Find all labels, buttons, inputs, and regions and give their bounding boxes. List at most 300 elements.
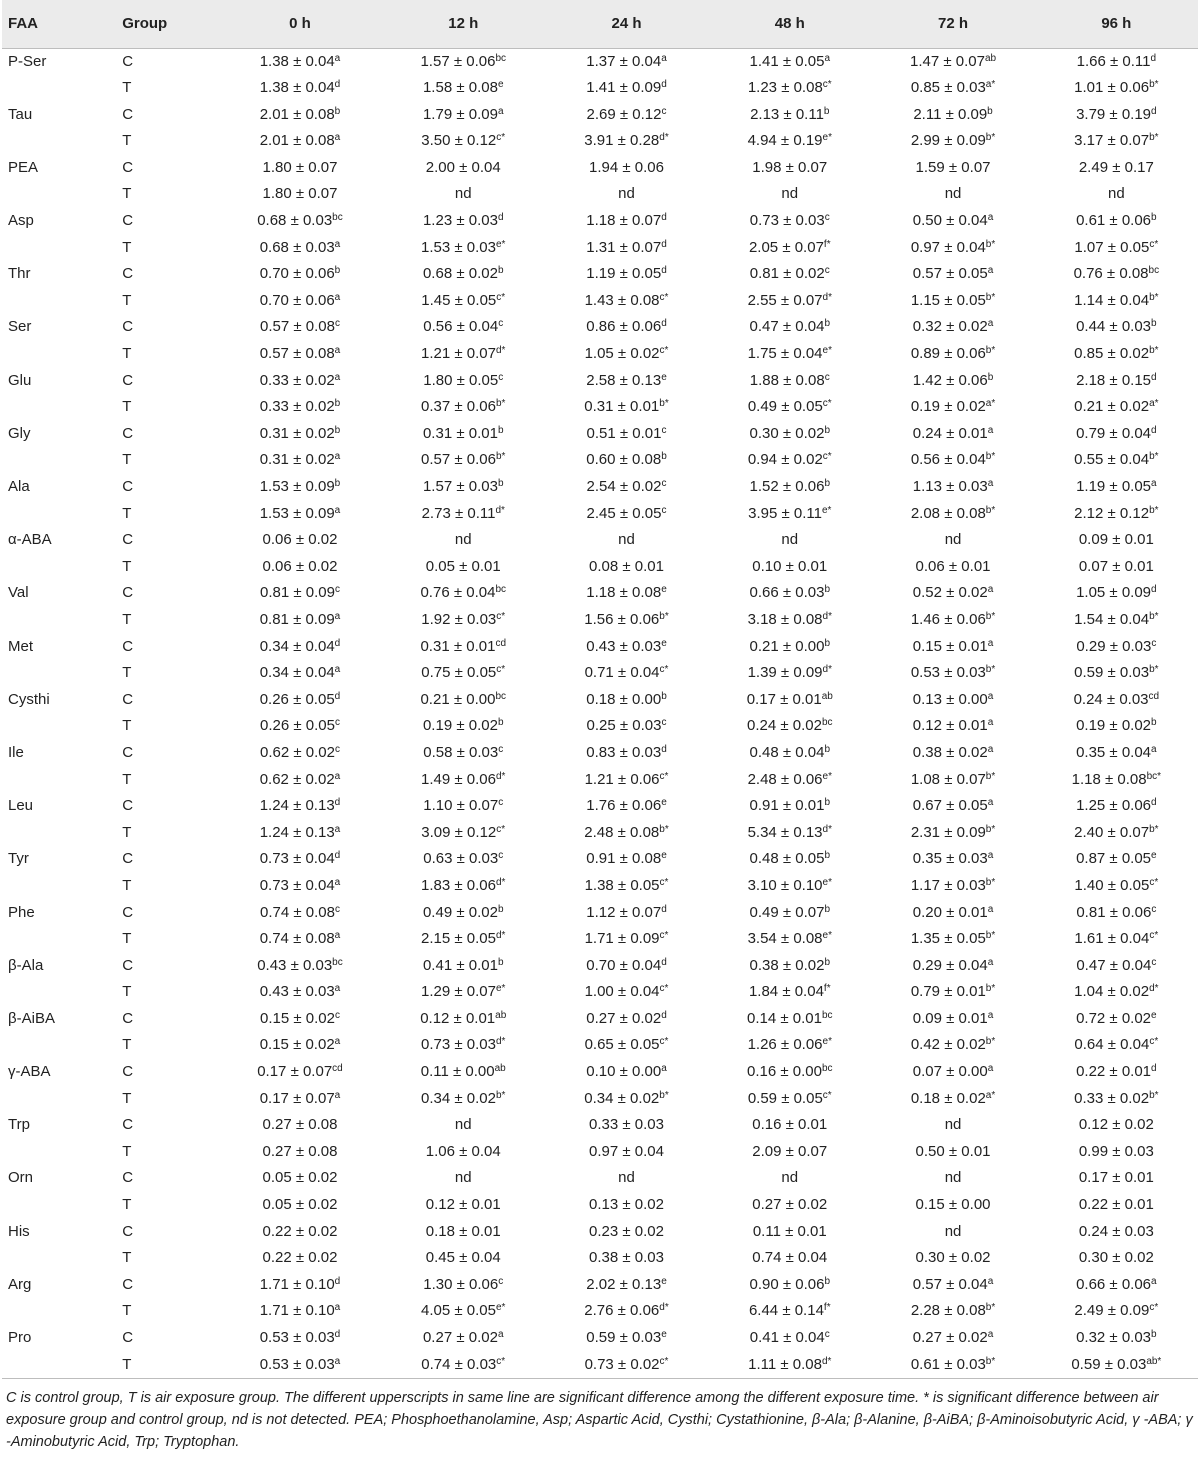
significance-superscript: d	[661, 956, 667, 968]
table-row	[2, 687, 1198, 714]
significance-superscript: c	[498, 318, 504, 330]
value-cell	[708, 1059, 871, 1086]
value-cell	[218, 341, 381, 368]
faa-name-cell: Trp	[8, 1116, 30, 1134]
value-text: nd	[781, 531, 799, 549]
value-text: 0.24 ± 0.03	[1073, 690, 1149, 708]
value-text: 0.41 ± 0.01	[422, 956, 498, 974]
value-text: 0.85 ± 0.03	[910, 79, 986, 97]
significance-superscript: d*	[495, 504, 505, 516]
table-row	[2, 102, 1198, 129]
significance-superscript: a	[1151, 743, 1157, 755]
value-text: 0.70 ± 0.04	[586, 956, 662, 974]
value-cell	[382, 1059, 545, 1086]
value-cell	[1035, 926, 1198, 953]
significance-superscript: b	[824, 318, 831, 330]
value-cell	[218, 394, 381, 421]
value-cell	[218, 75, 381, 102]
value-cell	[871, 501, 1034, 528]
significance-superscript: a	[1151, 1275, 1157, 1287]
value-text: 0.43 ± 0.03	[259, 983, 335, 1001]
value-text: 0.48 ± 0.04	[749, 743, 825, 761]
table-row	[2, 48, 1198, 75]
group-cell: C	[122, 424, 134, 442]
significance-superscript: c	[1151, 903, 1157, 915]
significance-superscript: ab	[821, 690, 833, 702]
value-cell	[218, 846, 381, 873]
value-cell	[218, 1219, 381, 1246]
value-text: 0.72 ± 0.02	[1076, 1009, 1152, 1027]
value-cell	[382, 873, 545, 900]
table-row	[2, 1352, 1198, 1379]
significance-superscript: b*	[985, 451, 996, 463]
value-text: 0.30 ± 0.02	[1078, 1249, 1154, 1267]
value-cell	[545, 873, 708, 900]
value-cell	[218, 501, 381, 528]
value-cell	[1035, 846, 1198, 873]
value-cell	[1035, 1086, 1198, 1113]
group-cell: C	[122, 1009, 134, 1027]
value-cell	[708, 1325, 871, 1352]
value-cell	[1035, 155, 1198, 182]
significance-superscript: a	[987, 584, 994, 596]
value-cell	[382, 660, 545, 687]
value-cell	[218, 580, 381, 607]
value-text: nd	[944, 1116, 962, 1134]
faa-name-cell: Cysthi	[8, 690, 50, 708]
value-text: 0.31 ± 0.01	[420, 637, 496, 655]
significance-superscript: d	[334, 1275, 341, 1287]
value-cell	[1035, 314, 1198, 341]
significance-superscript: b	[497, 903, 504, 915]
significance-superscript: a	[334, 291, 341, 303]
table-row	[2, 1139, 1198, 1166]
significance-superscript: b*	[985, 876, 996, 888]
value-text: 2.08 ± 0.08	[910, 504, 986, 522]
value-text: 1.05 ± 0.09	[1076, 584, 1152, 602]
significance-superscript: d	[661, 265, 667, 277]
significance-superscript: a	[497, 1329, 504, 1340]
significance-superscript: d	[1151, 797, 1157, 809]
faa-name-cell: Thr	[8, 265, 31, 283]
value-cell	[545, 1139, 708, 1166]
value-cell	[871, 75, 1034, 102]
group-cell: T	[122, 823, 132, 841]
faa-name-cell: α-ABA	[8, 531, 52, 549]
value-cell	[1035, 421, 1198, 448]
value-text: 1.12 ± 0.07	[586, 903, 662, 921]
value-cell	[545, 1352, 708, 1379]
value-cell	[545, 181, 708, 208]
significance-superscript: e*	[496, 238, 506, 250]
value-text: 0.74 ± 0.08	[259, 903, 335, 921]
significance-superscript: a	[334, 610, 341, 622]
significance-superscript: b	[334, 478, 341, 489]
value-cell	[708, 1139, 871, 1166]
significance-superscript: c	[334, 1009, 340, 1021]
value-cell	[545, 102, 708, 129]
value-cell	[708, 288, 871, 315]
table-row	[2, 1219, 1198, 1246]
value-cell	[708, 793, 871, 820]
value-text: 0.12 ± 0.01	[425, 1196, 501, 1214]
value-text: 2.13 ± 0.11	[750, 105, 824, 123]
value-cell	[871, 341, 1034, 368]
faa-name-cell	[2, 607, 116, 634]
significance-superscript: f*	[823, 1302, 831, 1314]
table-row	[2, 767, 1198, 794]
value-cell	[218, 447, 381, 474]
value-cell	[1035, 713, 1198, 740]
significance-superscript: c*	[659, 876, 669, 888]
faa-name-cell: Ser	[8, 318, 32, 336]
value-cell	[871, 128, 1034, 155]
value-cell	[545, 527, 708, 554]
table-row	[2, 953, 1198, 980]
value-text: 0.59 ± 0.03	[586, 1329, 662, 1346]
significance-superscript: e	[661, 850, 667, 862]
significance-superscript: b*	[659, 610, 669, 622]
column-header-24h: 24 h	[545, 0, 708, 48]
value-cell	[708, 421, 871, 448]
value-cell	[1035, 102, 1198, 129]
significance-superscript: a*	[985, 79, 996, 91]
significance-superscript: c	[824, 371, 830, 383]
value-text: 1.71 ± 0.10	[259, 1275, 335, 1293]
value-cell	[708, 1192, 871, 1219]
value-text: 0.22 ± 0.01	[1078, 1196, 1154, 1214]
value-text: 2.28 ± 0.08	[910, 1302, 986, 1320]
value-cell	[708, 767, 871, 794]
table-row	[2, 846, 1198, 873]
group-cell: T	[122, 504, 132, 522]
value-text: 0.73 ± 0.04	[259, 876, 335, 894]
value-cell	[545, 926, 708, 953]
value-cell	[218, 900, 381, 927]
faa-name-cell: Asp	[8, 212, 34, 230]
value-text: 0.49 ± 0.05	[747, 398, 823, 416]
significance-superscript: d*	[496, 770, 506, 782]
value-cell	[708, 474, 871, 501]
value-cell	[382, 155, 545, 182]
group-cell: T	[122, 717, 132, 735]
value-text: 0.27 ± 0.02	[586, 1009, 662, 1027]
value-cell	[871, 687, 1034, 714]
value-text: 1.30 ± 0.06	[423, 1275, 499, 1293]
faa-name-cell	[2, 1086, 116, 1113]
significance-superscript: c	[334, 584, 340, 596]
faa-name-cell	[2, 926, 116, 953]
value-text: 1.24 ± 0.13	[259, 797, 335, 815]
significance-superscript: b	[824, 956, 831, 968]
significance-superscript: a	[987, 717, 994, 729]
value-cell	[871, 554, 1034, 581]
value-text: 0.05 ± 0.01	[425, 557, 501, 575]
significance-superscript: c*	[496, 132, 506, 144]
significance-superscript: c*	[1149, 238, 1159, 250]
value-cell	[218, 368, 381, 395]
value-text: 0.08 ± 0.01	[589, 557, 664, 575]
value-cell	[1035, 873, 1198, 900]
value-cell	[545, 1272, 708, 1299]
group-cell: T	[122, 1036, 132, 1054]
significance-superscript: e*	[822, 770, 832, 782]
value-text: 1.42 ± 0.06	[912, 371, 988, 389]
value-text: 0.32 ± 0.02	[912, 318, 988, 336]
group-cell: C	[122, 158, 134, 176]
value-text: 0.06 ± 0.02	[262, 557, 338, 575]
value-text: 0.57 ± 0.04	[912, 1275, 988, 1293]
significance-superscript: c*	[659, 1036, 669, 1048]
value-cell	[1035, 474, 1198, 501]
value-cell	[1035, 554, 1198, 581]
value-cell	[382, 394, 545, 421]
group-cell: C	[122, 797, 134, 815]
value-text: 0.15 ± 0.01	[912, 637, 988, 655]
value-text: 0.10 ± 0.01	[752, 557, 828, 575]
table-row	[2, 1192, 1198, 1219]
significance-superscript: a	[987, 212, 994, 224]
significance-superscript: a	[987, 478, 994, 489]
value-text: 1.29 ± 0.07	[421, 983, 496, 1001]
faa-name-cell	[2, 501, 116, 528]
value-text: 0.30 ± 0.02	[749, 424, 825, 442]
value-cell	[1035, 1032, 1198, 1059]
significance-superscript: b	[824, 850, 831, 862]
significance-superscript: a*	[985, 398, 996, 410]
value-text: 1.41 ± 0.09	[586, 79, 662, 97]
significance-superscript: d	[661, 318, 667, 330]
significance-superscript: c	[498, 797, 504, 809]
value-text: 1.14 ± 0.04	[1074, 291, 1150, 309]
value-cell	[871, 261, 1034, 288]
column-header-0h: 0 h	[218, 0, 381, 48]
value-cell	[545, 208, 708, 235]
value-cell	[218, 687, 381, 714]
table-body	[2, 48, 1198, 1379]
significance-superscript: b*	[985, 770, 996, 782]
value-cell	[545, 1112, 708, 1139]
significance-superscript: b	[334, 105, 341, 117]
value-cell	[708, 554, 871, 581]
value-cell	[218, 314, 381, 341]
value-text: 1.75 ± 0.04	[747, 345, 823, 363]
significance-superscript: bc	[1148, 265, 1160, 277]
value-text: 0.17 ± 0.07	[257, 1063, 333, 1081]
significance-superscript: a	[987, 797, 994, 809]
value-text: 0.62 ± 0.02	[259, 743, 335, 761]
significance-superscript: b*	[985, 291, 996, 303]
significance-superscript: c*	[659, 664, 669, 676]
value-text: 0.70 ± 0.06	[259, 291, 335, 309]
value-text: 0.33 ± 0.02	[259, 371, 335, 389]
value-cell	[708, 501, 871, 528]
value-cell	[545, 1006, 708, 1033]
value-cell	[1035, 607, 1198, 634]
value-cell	[1035, 341, 1198, 368]
significance-superscript: a	[987, 1009, 994, 1021]
value-cell	[218, 527, 381, 554]
value-text: 0.53 ± 0.03	[259, 1329, 335, 1346]
value-cell	[382, 1352, 545, 1379]
value-cell	[871, 474, 1034, 501]
significance-superscript: c	[661, 717, 667, 729]
value-cell	[218, 713, 381, 740]
significance-superscript: e*	[822, 876, 832, 888]
value-cell	[545, 1298, 708, 1325]
significance-superscript: c*	[1149, 876, 1159, 888]
value-text: 1.98 ± 0.07	[752, 158, 828, 176]
value-text: 2.00 ± 0.04	[425, 158, 501, 176]
value-cell	[1035, 767, 1198, 794]
significance-superscript: c	[661, 478, 667, 489]
significance-superscript: d*	[821, 1355, 832, 1367]
value-cell	[871, 48, 1034, 75]
value-text: 5.34 ± 0.13	[747, 823, 823, 841]
significance-superscript: b	[661, 690, 667, 702]
significance-superscript: d*	[822, 291, 832, 303]
value-text: 0.57 ± 0.06	[421, 451, 496, 469]
value-text: 1.88 ± 0.08	[749, 371, 825, 389]
value-text: 1.40 ± 0.05	[1074, 876, 1150, 894]
significance-superscript: a	[987, 690, 994, 702]
value-cell	[382, 102, 545, 129]
significance-superscript: c*	[496, 291, 506, 303]
faa-name-cell	[2, 1352, 116, 1379]
value-text: 0.31 ± 0.02	[259, 451, 335, 469]
table-row	[2, 1165, 1198, 1192]
table-header	[2, 0, 1198, 48]
value-text: 1.06 ± 0.04	[425, 1142, 501, 1160]
table-row	[2, 447, 1198, 474]
significance-superscript: c	[1151, 956, 1157, 968]
value-cell	[871, 394, 1034, 421]
faa-name-cell	[2, 75, 116, 102]
table-row	[2, 208, 1198, 235]
value-cell	[382, 820, 545, 847]
value-text: 0.06 ± 0.01	[915, 557, 991, 575]
significance-superscript: c	[334, 318, 340, 330]
value-text: 0.27 ± 0.02	[752, 1196, 828, 1214]
table-row	[2, 128, 1198, 155]
value-text: 0.66 ± 0.03	[749, 584, 825, 602]
value-cell	[708, 181, 871, 208]
value-text: 1.41 ± 0.05	[749, 52, 825, 70]
value-text: 1.21 ± 0.07	[421, 345, 496, 363]
value-text: nd	[944, 531, 962, 549]
value-cell	[545, 660, 708, 687]
significance-superscript: d*	[496, 876, 506, 888]
significance-superscript: d	[334, 690, 341, 702]
significance-superscript: a	[334, 1036, 341, 1048]
value-text: 1.47 ± 0.07	[909, 52, 985, 70]
value-text: 0.63 ± 0.03	[423, 850, 499, 868]
value-cell	[871, 102, 1034, 129]
significance-superscript: c	[498, 371, 504, 383]
significance-superscript: d*	[496, 930, 506, 942]
significance-superscript: a	[987, 743, 994, 755]
value-text: 3.09 ± 0.12	[421, 823, 497, 841]
value-cell	[545, 447, 708, 474]
value-text: 0.24 ± 0.02	[747, 717, 822, 735]
significance-superscript: a*	[1149, 398, 1159, 410]
significance-superscript: a	[497, 105, 504, 117]
value-text: 0.81 ± 0.09	[259, 584, 335, 602]
value-cell	[545, 1192, 708, 1219]
column-header-96h: 96 h	[1035, 0, 1198, 48]
value-text: 2.09 ± 0.07	[752, 1142, 828, 1160]
significance-superscript: d	[661, 212, 667, 224]
faa-name-cell: Glu	[8, 371, 32, 389]
value-cell	[382, 1245, 545, 1272]
value-text: nd	[1107, 185, 1125, 203]
value-text: 0.56 ± 0.04	[910, 451, 986, 469]
significance-superscript: bc	[332, 956, 343, 968]
value-text: nd	[454, 185, 472, 203]
group-cell: T	[122, 1249, 132, 1267]
value-text: 1.23 ± 0.08	[747, 79, 823, 97]
value-cell	[708, 580, 871, 607]
value-cell	[545, 1325, 708, 1352]
significance-superscript: c	[661, 424, 667, 436]
significance-superscript: d	[334, 79, 341, 91]
value-cell	[708, 102, 871, 129]
value-text: 0.48 ± 0.05	[749, 850, 825, 868]
value-cell	[1035, 1059, 1198, 1086]
significance-superscript: d	[1151, 424, 1157, 436]
value-cell	[1035, 235, 1198, 262]
value-cell	[382, 580, 545, 607]
value-cell	[1035, 820, 1198, 847]
value-cell	[218, 181, 381, 208]
significance-superscript: b	[824, 637, 831, 649]
value-text: 1.52 ± 0.06	[749, 478, 825, 495]
value-cell	[218, 1298, 381, 1325]
value-cell	[708, 687, 871, 714]
value-text: 0.74 ± 0.08	[259, 930, 335, 948]
table-row	[2, 634, 1198, 661]
value-text: 0.18 ± 0.02	[910, 1089, 986, 1107]
value-text: 0.87 ± 0.05	[1076, 850, 1152, 868]
table-row	[2, 926, 1198, 953]
value-text: 1.07 ± 0.05	[1074, 238, 1150, 256]
group-cell: C	[122, 584, 134, 602]
value-cell	[871, 1298, 1034, 1325]
faa-name-cell: Phe	[8, 903, 35, 921]
value-text: 2.18 ± 0.15	[1076, 371, 1152, 389]
value-text: 0.76 ± 0.08	[1073, 265, 1149, 283]
value-text: 0.17 ± 0.01	[1078, 1169, 1154, 1187]
significance-superscript: b*	[1149, 291, 1159, 303]
value-text: 0.56 ± 0.04	[423, 318, 499, 336]
table-row	[2, 554, 1198, 581]
value-cell	[871, 767, 1034, 794]
value-cell	[218, 288, 381, 315]
faa-name-cell	[2, 660, 116, 687]
value-text: 0.41 ± 0.04	[749, 1329, 825, 1346]
value-text: 2.01 ± 0.08	[259, 132, 335, 150]
value-cell	[545, 900, 708, 927]
value-text: 0.50 ± 0.04	[912, 212, 988, 230]
value-cell	[871, 1112, 1034, 1139]
group-cell: T	[122, 238, 132, 256]
value-text: 0.45 ± 0.04	[425, 1249, 501, 1267]
table-row	[2, 740, 1198, 767]
value-cell	[545, 1059, 708, 1086]
significance-superscript: d	[497, 212, 504, 224]
significance-superscript: d	[334, 797, 341, 809]
value-cell	[708, 820, 871, 847]
